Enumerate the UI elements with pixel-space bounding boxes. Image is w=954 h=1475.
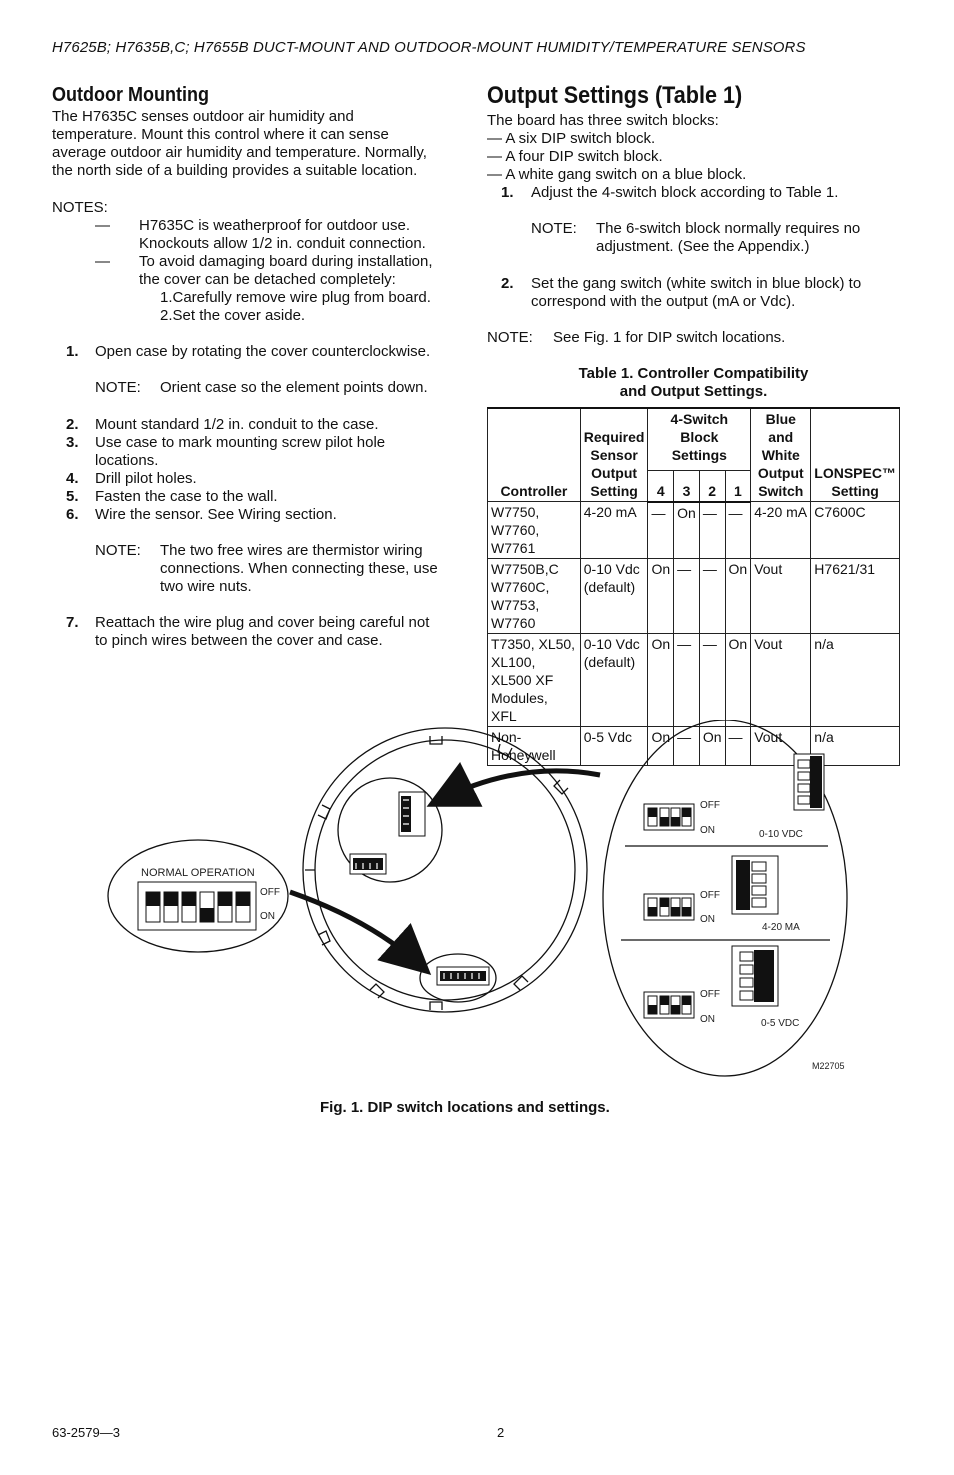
note-substep: 1.Carefully remove wire plug from board. [160, 289, 431, 306]
table-cell: Vout [751, 559, 811, 634]
note-fig-ref: See Fig. 1 for DIP switch locations. [553, 329, 786, 346]
note-weatherproof: H7635C is weatherproof for outdoor use. Knockouts allow 1/2 in. conduit connection. [139, 217, 426, 252]
table-cell: 0-5 Vdc [580, 727, 648, 766]
step-number: 1. [66, 343, 79, 360]
block-item: — A six DIP switch block. [487, 130, 656, 147]
switch-fill [353, 858, 383, 870]
outdoor-mounting-heading: Outdoor Mounting [52, 84, 209, 106]
table-cell: — [674, 634, 700, 727]
label-4-20-ma: 4-20 MA [762, 922, 800, 933]
on-label: ON [700, 1014, 715, 1025]
col-header-output: Required Sensor Output Setting [580, 408, 648, 502]
table-cell: — [648, 502, 674, 559]
step-text: Mount standard 1/2 in. conduit to the case. [95, 416, 379, 433]
table-cell: n/a [811, 727, 900, 766]
table-cell: 4-20 mA [751, 502, 811, 559]
table-row [488, 502, 900, 559]
output-settings-heading: Output Settings (Table 1) [487, 82, 743, 109]
table-cell: 0-10 Vdc (default) [580, 559, 648, 634]
table-cell: — [699, 559, 725, 634]
table-cell: — [674, 727, 700, 766]
step-number: 7. [66, 614, 79, 631]
note-text: Orient case so the element points down. [160, 379, 428, 396]
note-dash: — [95, 253, 110, 270]
note-avoid-damage: To avoid damaging board during installation, the cover can be detached completely: [139, 253, 433, 288]
step-text-cont: to pinch wires between the cover and case. [95, 632, 383, 649]
table-cell: On [725, 634, 751, 727]
step-number: 4. [66, 470, 79, 487]
table-cell: C7600C [811, 502, 900, 559]
on-label: ON [260, 911, 275, 922]
step-text-cont: locations. [95, 452, 159, 469]
dip-switch-figure [0, 720, 954, 1090]
table-cell: — [725, 727, 751, 766]
note-label: NOTE: [95, 379, 141, 396]
normal-operation-label: NORMAL OPERATION [141, 867, 255, 879]
off-label: OFF [260, 887, 280, 898]
step-text: Reattach the wire plug and cover being careful not [95, 614, 430, 631]
step-number: 2. [66, 416, 79, 433]
table-cell: — [699, 502, 725, 559]
label-0-10-vdc: 0-10 VDC [759, 829, 803, 840]
table-cell: W7750B,C W7760C, W7753, W7760 [488, 559, 581, 634]
table-cell: 0-10 Vdc (default) [580, 634, 648, 727]
curved-arrow-icon [290, 892, 420, 965]
page-number: 2 [497, 1425, 505, 1440]
on-label: ON [700, 914, 715, 925]
curved-arrow-icon [440, 771, 600, 800]
table-cell: Vout [751, 727, 811, 766]
table-cell: On [648, 634, 674, 727]
step-text: Wire the sensor. See Wiring section. [95, 506, 337, 523]
block-item: — A white gang switch on a blue block. [487, 166, 747, 183]
table-cell: — [699, 634, 725, 727]
switch-number: 4 [648, 470, 674, 502]
table-cell: — [725, 502, 751, 559]
step-number: 5. [66, 488, 79, 505]
table-cell: On [674, 502, 700, 559]
table-cell: T7350, XL50, XL100, XL500 XF Modules, XFL [488, 634, 581, 727]
switch-number: 2 [699, 470, 725, 502]
table-cell: On [648, 559, 674, 634]
table-cell: — [674, 559, 700, 634]
table-cell: Vout [751, 634, 811, 727]
step-text: Open case by rotating the cover counterclockwise. [95, 343, 431, 360]
table-cell: On [648, 727, 674, 766]
table-cell: n/a [811, 634, 900, 727]
off-label: OFF [700, 890, 720, 901]
note-label: NOTE: [95, 542, 141, 559]
table-row [488, 634, 900, 727]
table-row [488, 559, 900, 634]
output-intro: The board has three switch blocks: [487, 112, 719, 129]
off-label: OFF [700, 989, 720, 1000]
table-caption: Table 1. Controller Compatibility and Output Settings. [578, 365, 809, 400]
table-cell: 4-20 mA [580, 502, 648, 559]
off-label: OFF [700, 800, 720, 811]
note-label: NOTE: [531, 220, 577, 237]
col-header-switch: Blue and White Output Switch [751, 408, 811, 502]
table-cell: Non-Honeywell [488, 727, 581, 766]
switch-fill [401, 796, 411, 832]
outdoor-intro: The H7635C senses outdoor air humidity and temperature. Mount this control where it can sense average outdoor air humidity and temperature. Normally, the north side of a building provides a suitable location. [52, 108, 427, 179]
table-cell: On [699, 727, 725, 766]
step-number: 2. [501, 275, 514, 292]
notes-label: NOTES: [52, 199, 108, 216]
step-text: Use case to mark mounting screw pilot hole [95, 434, 386, 451]
col-header-4switch: 4-Switch Block Settings [648, 408, 751, 470]
table-cell: W7750, W7760, W7761 [488, 502, 581, 559]
step-gang-switch: Set the gang switch (white switch in blue block) to correspond with the output (mA or Vdc). [531, 275, 862, 310]
step-number: 6. [66, 506, 79, 523]
note-label: NOTE: [487, 329, 533, 346]
table-cell: On [725, 559, 751, 634]
running-header: H7625B; H7635B,C; H7655B DUCT-MOUNT AND OUTDOOR-MOUNT HUMIDITY/TEMPERATURE SENSORS [52, 39, 806, 56]
col-header-controller: Controller [488, 408, 581, 502]
note-substep: 2.Set the cover aside. [160, 307, 306, 324]
table-cell: H7621/31 [811, 559, 900, 634]
switch-number: 1 [725, 470, 751, 502]
note-thermistor: The two free wires are thermistor wiring connections. When connecting these, use two wire nuts. [160, 542, 438, 595]
step-number: 1. [501, 184, 514, 201]
step-text: Adjust the 4-switch block according to Table 1. [531, 184, 839, 201]
switch-number: 3 [674, 470, 700, 502]
step-text: Drill pilot holes. [95, 470, 197, 487]
note-dash: — [95, 217, 110, 234]
table-header-row [488, 408, 900, 470]
figure-code: M22705 [812, 1061, 845, 1071]
note-six-switch: The 6-switch block normally requires no adjustment. (See the Appendix.) [596, 220, 861, 255]
doc-number: 63-2579—3 [52, 1425, 120, 1440]
block-item: — A four DIP switch block. [487, 148, 663, 165]
controller-compatibility-table [487, 407, 900, 766]
step-number: 3. [66, 434, 79, 451]
on-label: ON [700, 825, 715, 836]
figure-caption: Fig. 1. DIP switch locations and settings. [320, 1099, 610, 1116]
step-text: Fasten the case to the wall. [95, 488, 278, 505]
label-0-5-vdc: 0-5 VDC [761, 1018, 800, 1029]
col-header-lonspec: LONSPEC™ Setting [811, 408, 900, 502]
